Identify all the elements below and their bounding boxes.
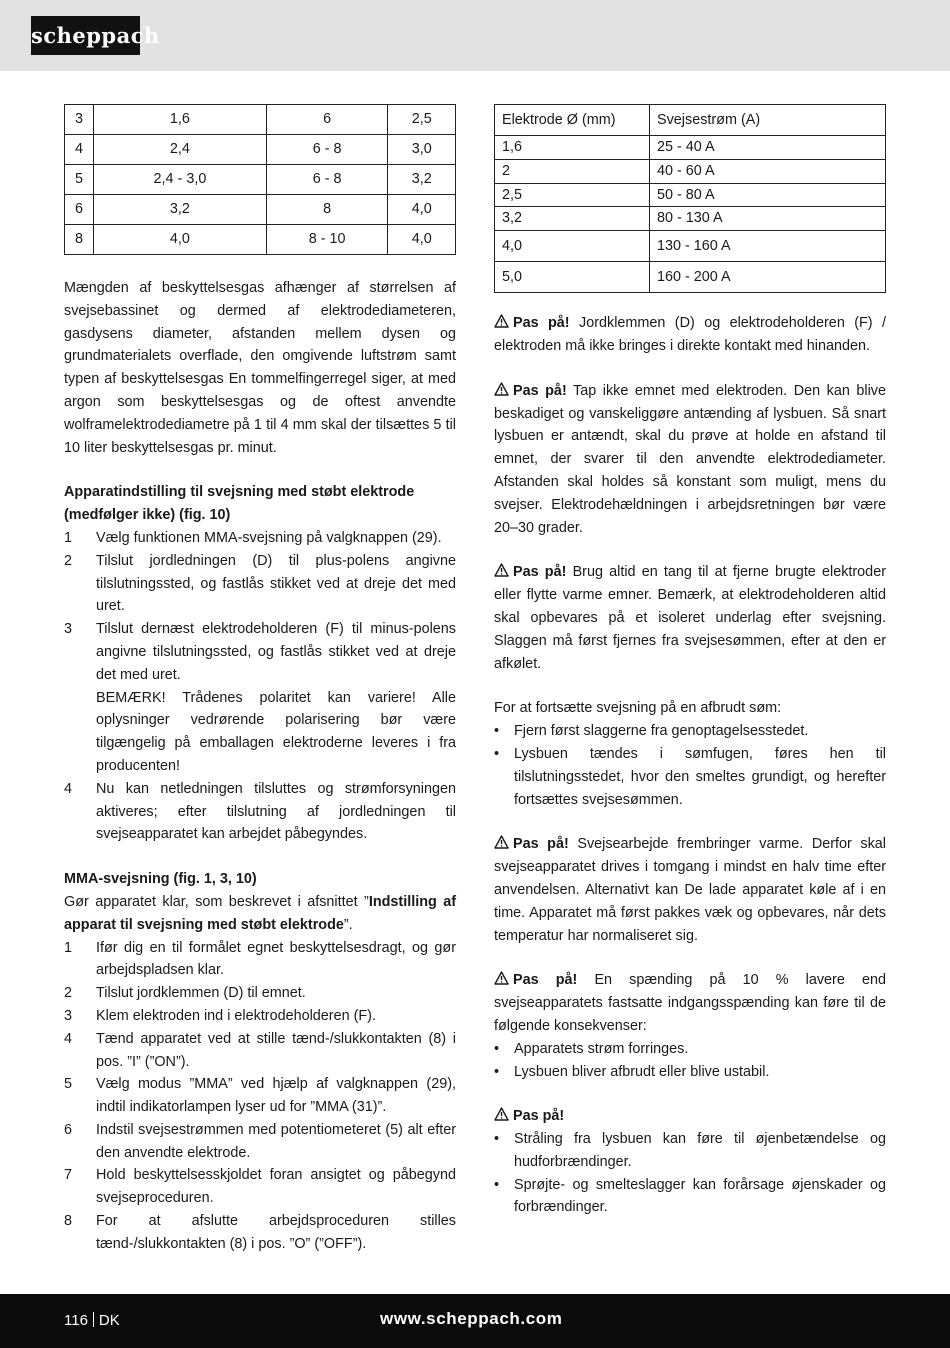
step-number: 2: [64, 985, 73, 1002]
list-item: [64, 1073, 456, 1119]
footer-bar: [0, 1294, 950, 1348]
list-item: [494, 1061, 886, 1084]
table-header-row: [495, 105, 886, 136]
step-text: Tilslut dernæst elektrodeholderen (F) til minus-polens angivne tilslutningssted, og fastlås stikket ved at dreje det med uret.: [96, 621, 456, 683]
step-number: 5: [64, 1076, 73, 1093]
table-cell: 4: [65, 135, 94, 165]
list-item: [494, 1128, 886, 1174]
table-cell: 2,4 - 3,0: [93, 165, 266, 195]
mma-intro-paragraph: Gør apparatet klar, som beskrevet i afsnittet ”Indstilling af apparat til svejsning med støbt elektrode”.: [64, 893, 456, 933]
bullet-dot: •: [494, 1131, 500, 1148]
current-table: [494, 104, 886, 293]
right-column: [494, 104, 886, 1219]
bullet-text: Sprøjte- og smelteslagger kan forårsage øjenskader og forbrændinger.: [514, 1176, 886, 1216]
mma-steps-list: [64, 937, 456, 1256]
step-text: Tilslut jordledningen (D) til plus-polens angivne tilslutningssted, og fastlås stikket ved at dreje det med uret.: [96, 552, 456, 615]
step-note: BEMÆRK! Trådenes polaritet kan variere! Alle oplysninger vedrørende polarisering bør være tilgængelig på emballagen elektroderne leveres i fra producenten!: [96, 689, 456, 774]
section-heading-mma: MMA-svejsning (fig. 1, 3, 10): [64, 871, 257, 888]
warning-1: Pas på! Jordklemmen (D) og elektrodeholderen (F) / elektroden må ikke bringes i direkte kontakt med hinanden.: [494, 315, 887, 354]
table-header-cell: Elektrode Ø (mm): [495, 105, 650, 136]
list-item: [64, 1119, 456, 1165]
warning-triangle-icon: [494, 313, 509, 327]
left-column: [64, 104, 456, 1256]
step-number: 1: [64, 939, 73, 956]
table-cell: 130 - 160 A: [650, 231, 886, 262]
step-text: Vælg funktionen MMA-svejsning på valgknappen (29).: [96, 529, 442, 546]
table-cell: 8: [65, 225, 94, 255]
section-heading-setup: Apparatindstilling til svejsning med støbt elektrode (medfølger ikke) (fig. 10): [64, 484, 415, 524]
step-text: Hold beskyttelsesskjoldet foran ansigtet og påbegynd svejseproceduren.: [96, 1167, 456, 1207]
warning-triangle-icon: [494, 381, 509, 395]
bullet-text: Fjern først slaggerne fra genoptagelsesstedet.: [514, 723, 809, 740]
table-cell: 50 - 80 A: [650, 183, 886, 207]
bullet-text: Lysbuen tændes i sømfugen, føres hen til tilslutningsstedet, hvor den smeltes grundigt, og herefter fortsættes svejsesømmen.: [514, 745, 886, 808]
list-item: [64, 527, 456, 550]
table-row: [65, 135, 456, 165]
table-row: [495, 159, 886, 183]
table-cell: 2: [495, 159, 650, 183]
table-cell: 40 - 60 A: [650, 159, 886, 183]
table-cell: 5: [65, 165, 94, 195]
step-number: 2: [64, 552, 73, 569]
step-number: 6: [64, 1121, 73, 1138]
table-row: [65, 105, 456, 135]
step-number: 3: [64, 621, 73, 638]
bullet-text: Stråling fra lysbuen kan føre til øjenbetændelse og hudforbrændinger.: [514, 1131, 886, 1170]
bullet-text: Apparatets strøm forringes.: [514, 1040, 689, 1057]
list-item: [64, 550, 456, 618]
step-text: Vælg modus ”MMA” ved hjælp af valgknappen (29), indtil indikatorlampen lyser ud for ”MMA (31)”.: [96, 1076, 456, 1116]
table-cell: 1,6: [495, 136, 650, 160]
list-item: [64, 1005, 456, 1028]
header-bar: [0, 0, 950, 71]
step-text: Nu kan netledningen tilsluttes og strømforsyningen aktiveres; efter tilslutning af jordledningen til svejseapparatet kan arbejdet påbegyndes.: [96, 780, 456, 843]
bullet-dot: •: [494, 1040, 500, 1057]
list-item: [494, 1174, 886, 1220]
table-cell: 25 - 40 A: [650, 136, 886, 160]
table-header-cell: Svejsestrøm (A): [650, 105, 886, 136]
page-number: 116 DK: [64, 1312, 120, 1329]
warning-6: Pas på!: [494, 1105, 886, 1128]
warning-3: Pas på! Brug altid en tang til at fjerne brugte elektroder eller flytte varme emner. Bemærk, at elektrodeholderen altid skal opbevares på et isoleret underlag efter svejsning. Slaggen må først fjernes fra svejsesømmen, efter at den er afkølet.: [494, 564, 886, 672]
step-text: Tænd apparatet ved at stille tænd-/slukkontakten (8) i pos. ”I” (”ON”).: [96, 1030, 456, 1070]
table-cell: 8: [266, 195, 388, 225]
step-text: For at afslutte arbejdsproceduren stilles tænd-/slukkontakten (8) i pos. ”O” (”OFF”).: [96, 1213, 456, 1252]
table-cell: 160 - 200 A: [650, 262, 886, 293]
list-item: [64, 778, 456, 846]
table-cell: 6: [266, 105, 388, 135]
warning-4: Pas på! Svejsearbejde frembringer varme. Derfor skal svejseapparatet drives i tomgang i mindst en halv time efter anvendelsen. Alternativt kan De lade apparatet køle af i en time. Apparatet må først pakkes væk og opbevares, når dets temperatur har normaliseret sig.: [494, 836, 886, 944]
bullet-dot: •: [494, 1176, 500, 1193]
list-item: [64, 982, 456, 1005]
step-number: 1: [64, 529, 73, 546]
gas-intro-paragraph: Mængden af beskyttelsesgas afhænger af størrelsen af svejsebassinet og dermed af elektrodediameteren, gasdysens diameter, afstanden mellem dysen og grundmaterialets overflade, den omgivende luftstrøm samt typen af beskyttelsesgas En tommelfingerregel siger, at med argon som beskyttelsesgas og de oftest anvendte wolframelektrodediametre på 1 til 4 mm skal der tilsættes 5 til 10 liter beskyttelsesgas pr. minut.: [64, 280, 456, 456]
step-number: 8: [64, 1213, 73, 1230]
table-cell: 3: [65, 105, 94, 135]
table-cell: 80 - 130 A: [650, 207, 886, 231]
table-cell: 2,5: [495, 183, 650, 207]
table-row: [495, 231, 886, 262]
bullet-dot: •: [494, 723, 500, 740]
table-cell: 3,2: [93, 195, 266, 225]
table-cell: 6 - 8: [266, 165, 388, 195]
warning-2: Pas på! Tap ikke emnet med elektroden. Den kan blive beskadiget og vanskeliggøre antænding af lysbuen. Så snart lysbuen er antændt, skal du prøve at holde en afstand til emnet, der svarer til den anvendte elektrodediameter. Afstanden skal holdes så konstant som muligt, mens du svejser. Elektrodehældningen i arbejdsretningen bør være 20–30 grader.: [494, 382, 886, 536]
radiation-bullets: [494, 1128, 886, 1219]
brand-logo: scheppach: [31, 16, 140, 55]
table-row: [65, 225, 456, 255]
table-cell: 4,0: [388, 225, 456, 255]
table-cell: 4,0: [388, 195, 456, 225]
table-row: [495, 262, 886, 293]
warning-triangle-icon: [494, 834, 509, 848]
list-item: [64, 937, 456, 983]
list-item: [64, 618, 456, 778]
website-link[interactable]: www.scheppach.com: [380, 1309, 563, 1328]
table-cell: 3,0: [388, 135, 456, 165]
table-cell: 3,2: [495, 207, 650, 231]
list-item: [494, 743, 886, 811]
step-text: Tilslut jordklemmen (D) til emnet.: [96, 985, 306, 1002]
list-item: [64, 1210, 456, 1256]
table-row: [65, 195, 456, 225]
table-cell: 4,0: [93, 225, 266, 255]
setup-steps-list: [64, 527, 456, 846]
table-row: [495, 207, 886, 231]
table-cell: 6: [65, 195, 94, 225]
step-number: 3: [64, 1007, 73, 1024]
table-cell: 5,0: [495, 262, 650, 293]
bullet-text: Lysbuen bliver afbrudt eller blive ustabil.: [514, 1063, 770, 1080]
table-row: [495, 183, 886, 207]
step-number: 7: [64, 1167, 73, 1184]
step-text: Indstil svejsestrømmen med potentiometeret (5) alt efter den anvendte elektrode.: [96, 1121, 456, 1161]
bullet-dot: •: [494, 1063, 500, 1080]
step-number: 4: [64, 780, 73, 797]
continue-bullets: [494, 720, 886, 811]
table-cell: 8 - 10: [266, 225, 388, 255]
table-cell: 4,0: [495, 231, 650, 262]
warning-triangle-icon: [494, 970, 509, 984]
list-item: [494, 1038, 886, 1061]
gas-table: [64, 104, 456, 255]
table-cell: 2,5: [388, 105, 456, 135]
step-number: 4: [64, 1030, 73, 1047]
step-text: Ifør dig en til formålet egnet beskyttelsesdragt, og gør arbejdspladsen klar.: [96, 939, 456, 979]
warning-triangle-icon: [494, 1106, 509, 1120]
table-cell: 3,2: [388, 165, 456, 195]
warning-5: Pas på! En spænding på 10 % lavere end svejseapparatets fastsatte indgangsspænding kan føre til de følgende konsekvenser:: [494, 972, 886, 1034]
table-cell: 1,6: [93, 105, 266, 135]
bullet-dot: •: [494, 745, 500, 762]
table-row: [65, 165, 456, 195]
voltage-bullets: [494, 1038, 886, 1084]
step-text: Klem elektroden ind i elektrodeholderen (F).: [96, 1007, 376, 1024]
table-row: [495, 136, 886, 160]
continue-intro: For at fortsætte svejsning på en afbrudt søm:: [494, 700, 782, 717]
list-item: [494, 720, 886, 743]
table-cell: 6 - 8: [266, 135, 388, 165]
list-item: [64, 1164, 456, 1210]
table-cell: 2,4: [93, 135, 266, 165]
list-item: [64, 1028, 456, 1074]
warning-triangle-icon: [494, 562, 509, 576]
